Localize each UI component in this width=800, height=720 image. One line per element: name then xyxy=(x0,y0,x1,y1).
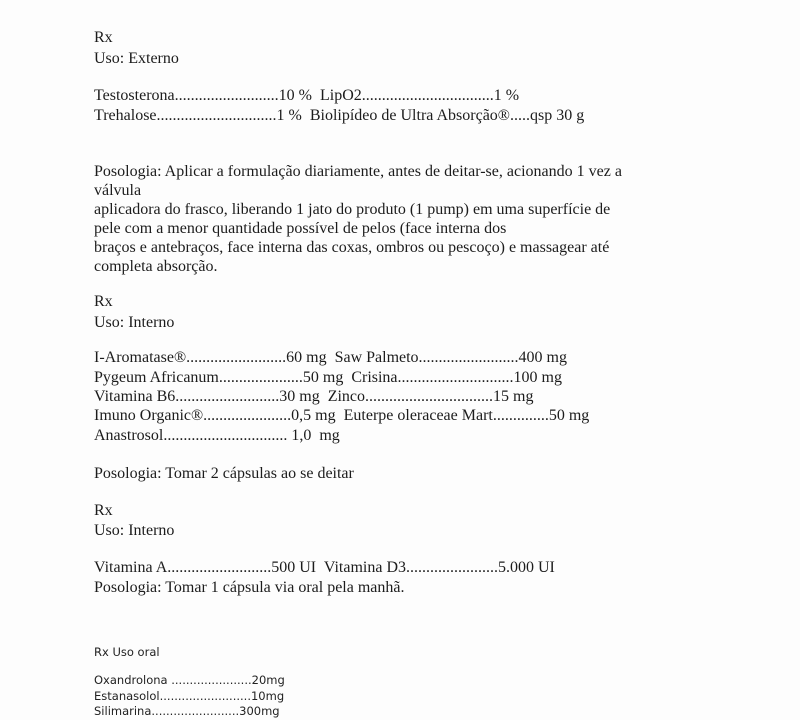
rx2-ingredient-row: Imuno Organic®......................0,5 mg Euterpe oleraceae Mart..............50 mg xyxy=(94,407,590,424)
rx2-ingredient-row: Pygeum Africanum.....................50 mg Crisina.............................100 mg xyxy=(94,369,562,386)
rx2-ingredient-row: I-Aromatase®.........................60 mg Saw Palmeto.........................400 mg xyxy=(94,349,567,366)
rx4-ingredient-row: Estanasolol.........................10mg xyxy=(94,689,285,703)
rx2-heading: Rx xyxy=(94,293,113,310)
rx4-heading: Rx Uso oral xyxy=(94,645,160,659)
rx2-ingredient-row: Vitamina B6..........................30 mg Zinco................................15 mg xyxy=(94,388,534,405)
rx2-ingredient-row: Anastrosol............................... 1,0 mg xyxy=(94,427,340,444)
rx2-posologia: Posologia: Tomar 2 cápsulas ao se deitar xyxy=(94,465,354,482)
rx4-ingredient-row: Oxandrolona ......................20mg xyxy=(94,673,285,687)
rx2-usage: Uso: Interno xyxy=(94,314,175,331)
rx1-posologia-line: braços e antebraços, face interna das coxas, ombros ou pescoço) e massagear até xyxy=(94,239,610,256)
rx1-usage: Uso: Externo xyxy=(94,50,179,67)
rx1-ingredient-row: Trehalose..............................1 % Biolipídeo de Ultra Absorção®.....qsp 30 g xyxy=(94,107,585,124)
rx1-posologia-line: válvula xyxy=(94,182,142,199)
rx1-posologia-line: Posologia: Aplicar a formulação diariamente, antes de deitar-se, acionando 1 vez a xyxy=(94,163,622,180)
rx3-usage: Uso: Interno xyxy=(94,522,175,539)
rx1-heading: Rx xyxy=(94,29,113,46)
rx1-ingredient-row: Testosterona..........................10 % LipO2.................................1 % xyxy=(94,87,520,104)
rx1-posologia-line: pele com a menor quantidade possível de pelos (face interna dos xyxy=(94,220,507,237)
rx3-posologia: Posologia: Tomar 1 cápsula via oral pela manhã. xyxy=(94,579,405,596)
rx4-ingredient-row: Silimarina........................300mg xyxy=(94,704,280,718)
rx1-posologia-line: aplicadora do frasco, liberando 1 jato do produto (1 pump) em uma superfície de xyxy=(94,201,611,218)
rx3-heading: Rx xyxy=(94,502,113,519)
rx3-ingredient-row: Vitamina A..........................500 UI Vitamina D3.......................5.000 UI xyxy=(94,559,555,576)
rx1-posologia-line: completa absorção. xyxy=(94,258,218,275)
